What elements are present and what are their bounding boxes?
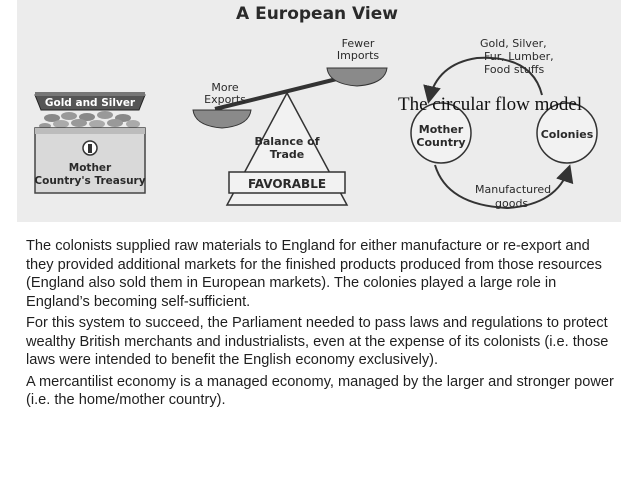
fewer-imports-line2: Imports <box>336 49 380 62</box>
treasury-label-line2: Country's Treasury <box>34 175 146 187</box>
more-exports-line2: Exports <box>204 93 246 106</box>
paragraph-parliament: For this system to succeed, the Parliament needed to pass laws and regulations to protect wealthy British merchants and industrialists, even at the expense of its colonists (i.e. those laws were intended to benefit the English economy exclusively). <box>26 315 609 368</box>
diagram-title: A European View <box>236 4 398 24</box>
more-exports-line1: More <box>211 81 239 94</box>
favorable-label: FAVORABLE <box>247 177 327 191</box>
goods-in-line3: Food stuffs <box>484 63 545 76</box>
coin-pile <box>39 111 140 129</box>
paragraph-colonists: The colonists supplied raw materials to England for either manufacture or re-export and they provided additional markets for the finished products produced from those resources (England also sold them in European markets). The colonies played a large role in England’s becoming self-sufficient. <box>26 238 602 310</box>
mother-country-line1: Mother <box>418 123 464 136</box>
treasury-label-line1: Mother <box>68 162 112 174</box>
treasury-chest <box>34 92 145 193</box>
balance-of-trade-line1: Balance of <box>254 135 320 148</box>
explanation-text <box>26 237 616 410</box>
balance-scale <box>193 37 387 205</box>
paragraph-mercantilism: A mercantilist economy is a managed economy, managed by the larger and stronger power (i.e. the home/mother country). <box>26 373 614 408</box>
goods-out-line2: goods <box>495 197 529 210</box>
goods-in-line2: Fur, Lumber, <box>484 50 554 63</box>
balance-of-trade-line2: Trade <box>269 148 305 161</box>
gold-silver-label: Gold and Silver <box>44 97 136 109</box>
goods-in-line1: Gold, Silver, <box>480 37 547 50</box>
fewer-imports-line1: Fewer <box>341 37 375 50</box>
circular-flow-caption: The circular flow model <box>398 94 583 115</box>
colonies-label: Colonies <box>540 128 594 141</box>
mother-country-line2: Country <box>416 136 466 149</box>
goods-out-line1: Manufactured <box>475 183 552 196</box>
circular-flow <box>411 37 597 210</box>
